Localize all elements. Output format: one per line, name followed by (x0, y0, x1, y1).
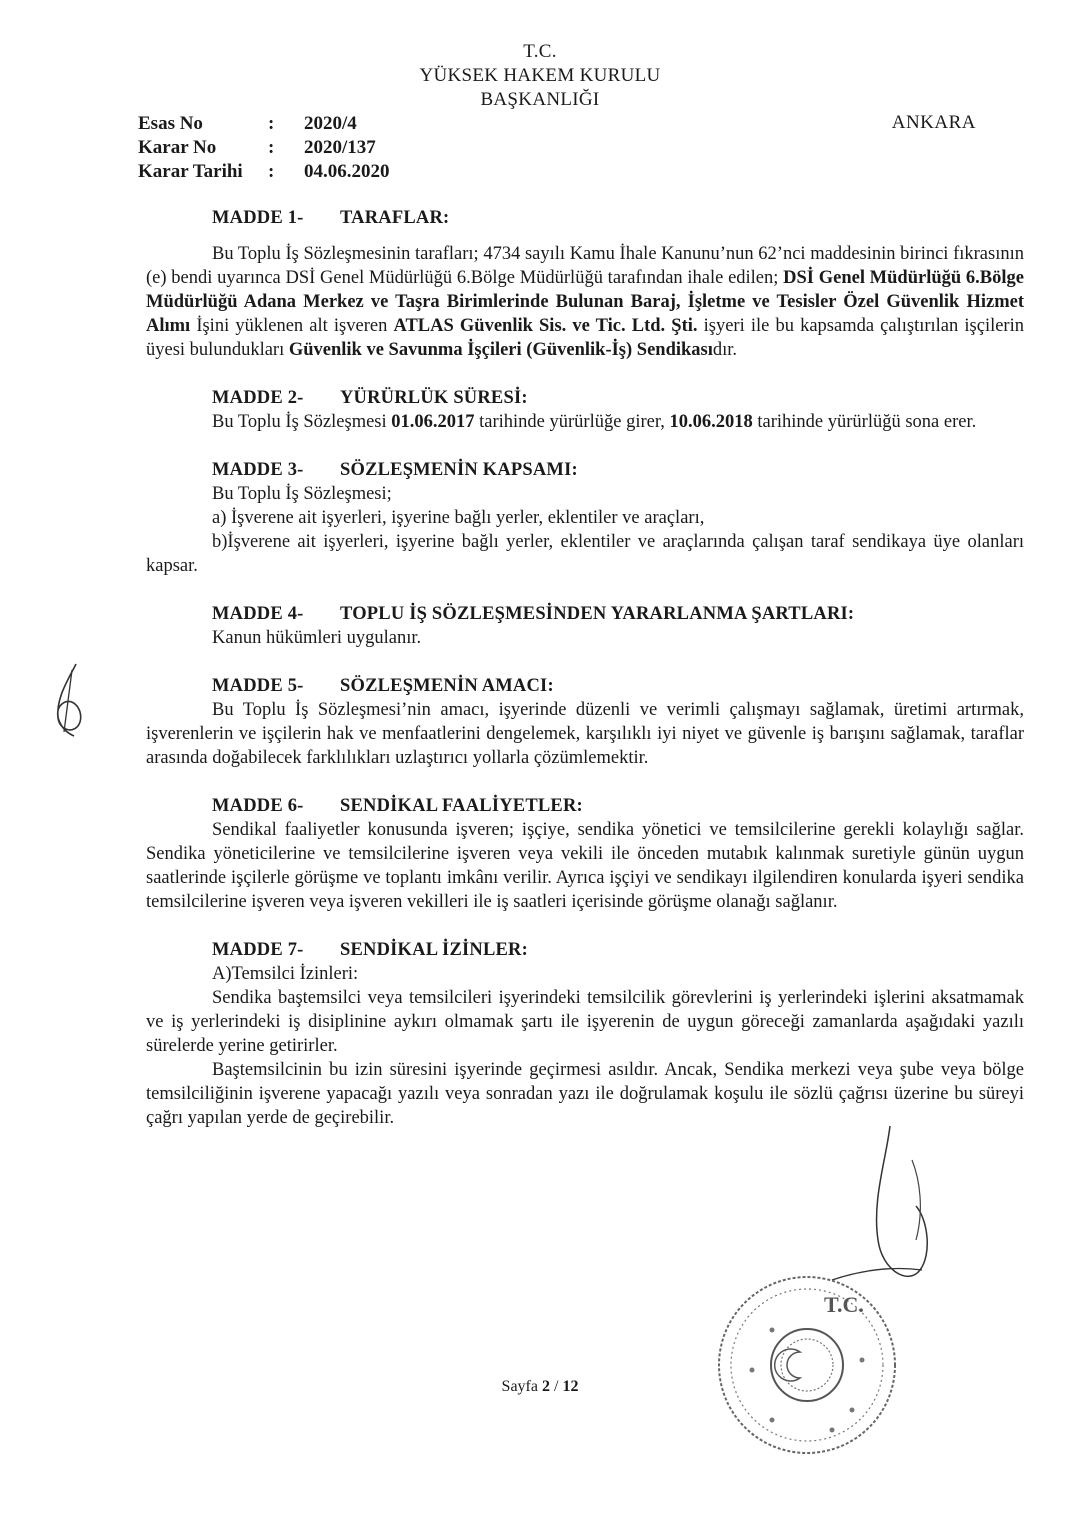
article-7-text-1: Sendika baştemsilci veya temsilcileri işyerindeki temsilcilik görevlerini iş yerlerindeki işlerini aksatmamak ve iş yerlerindeki iş disiplinine aykırı olmamak şartı ile işyerenin de uygun göreceği zamanlarda aşağıdaki yazılı sürelerde yerine getirirler. (146, 988, 1024, 1056)
article-1-text-part: dır. (712, 340, 738, 360)
esas-label: Esas No (138, 113, 203, 134)
article-1-number: MADDE 1- (212, 208, 304, 228)
tarih-row (138, 160, 390, 184)
article-4-title: TOPLU İŞ SÖZLEŞMESİNDEN YARARLANMA ŞARTLARI: (340, 604, 855, 624)
end-date: 10.06.2018 (669, 412, 753, 432)
page-separator: / (553, 1378, 559, 1395)
article-5-title: SÖZLEŞMENİN AMACI: (340, 676, 554, 696)
article-6-text: Sendikal faaliyetler konusunda işveren; işçiye, sendika yönetici ve temsilcilerine gerekli kolaylığı sağlar. Sendika yöneticilerine ve temsilcilerine işveren veya vekili ile önceden mutabık kalınmak suretiyle günün uygun saatlerinde işçilerle görüşme ve toplantı imkânı verilir. Ayrıca işçiyi ve sendikayı ilgilendiren konularda işyeri sendika temsilcilerine işveren veya işveren vekilleri ile iş saatleri içerisinde görüşme olanağı sağlanır. (146, 820, 1024, 912)
header-institution: YÜKSEK HAKEM KURULU (419, 65, 661, 86)
esas-sep: : (268, 113, 275, 134)
karar-value: 2020/137 (304, 137, 376, 158)
page-footer (0, 1378, 1080, 1396)
article-7-number: MADDE 7- (212, 940, 304, 960)
article-1-text-part: Bu Toplu İş Sözleşmesinin tarafları; 4734 sayılı Kamu İhale Kanunu’nun 62’nci maddesinin birinci fıkrasının (e) bendi uyarınca DSİ Genel Müdürlüğü 6.Bölge Müdürlüğü tarafından ihale edilen; (146, 244, 1024, 288)
employer-name: ATLAS Güvenlik Sis. ve Tic. Ltd. Şti. (393, 316, 698, 336)
article-5-number: MADDE 5- (212, 676, 304, 696)
article-3-line-1: Bu Toplu İş Sözleşmesi; (212, 484, 392, 504)
tarih-value: 04.06.2020 (304, 161, 390, 182)
page-number: 2 (541, 1378, 550, 1395)
margin-signature-icon (46, 660, 96, 740)
header-tc: T.C. (523, 41, 557, 62)
article-6-number: MADDE 6- (212, 796, 304, 816)
document-header (0, 40, 1080, 112)
article-2-heading (146, 386, 1024, 410)
article-5-text: Bu Toplu İş Sözleşmesi’nin amacı, işyerinde düzenli ve verimli çalışmayı sağlamak, üretimi artırmak, işverenlerin ve işçilerin hak ve menfaatlerini dengelemek, karşılıklı iyi niyet ve güvenle iş barışını sağlamak, taraflar arasında doğabilecek farklılıkları uzlaştırıcı yollarla çözümlemektir. (146, 700, 1024, 768)
page-total: 12 (562, 1378, 579, 1395)
article-3-number: MADDE 3- (212, 460, 304, 480)
article-2-title: YÜRÜRLÜK SÜRESİ: (340, 388, 528, 408)
union-name: Güvenlik ve Savunma İşçileri (Güvenlik-İş) Sendikası (288, 340, 713, 360)
article-3-line-2: a) İşverene ait işyerleri, işyerine bağlı yerler, eklentiler ve araçları, (212, 508, 705, 528)
article-7-subheading: A)Temsilci İzinleri: (212, 964, 359, 984)
header-presidency: BAŞKANLIĞI (480, 89, 600, 110)
karar-label: Karar No (138, 137, 217, 158)
article-7-heading (146, 938, 1024, 962)
article-1-text (146, 242, 1024, 362)
seal-text: T.C. (824, 1292, 864, 1317)
article-2-text-part: Bu Toplu İş Sözleşmesi (212, 412, 392, 432)
esas-value: 2020/4 (304, 113, 357, 134)
article-1-text-part: İşini yüklenen alt işveren (190, 316, 394, 336)
article-4-text: Kanun hükümleri uygulanır. (212, 628, 422, 648)
article-2-text (146, 410, 1024, 434)
article-3-title: SÖZLEŞMENİN KAPSAMI: (340, 460, 578, 480)
article-4-heading (146, 602, 1024, 626)
article-2-text-part: tarihinde yürürlüğe girer, (474, 412, 670, 432)
esas-row (138, 112, 390, 136)
document-body (146, 206, 1024, 1130)
page-label: Sayfa (501, 1378, 538, 1395)
article-6-heading (146, 794, 1024, 818)
article-3-heading (146, 458, 1024, 482)
article-3-line-3: b)İşverene ait işyerleri, işyerine bağlı yerler, eklentiler ve araçlarında çalışan taraf sendikaya üye olanları kapsar. (146, 532, 1024, 576)
article-1-title: TARAFLAR: (340, 208, 450, 228)
article-5-heading (146, 674, 1024, 698)
article-1-text-part: işyeri ile bu kapsamda çalıştırılan işçilerin üyesi bulundukları (146, 316, 1024, 360)
start-date: 01.06.2017 (391, 412, 475, 432)
article-7-text-2: Baştemsilcinin bu izin süresini işyerinde geçirmesi asıldır. Ancak, Sendika merkezi veya şube veya bölge temsilciliğinin işverene yapacağı yazılı veya sonradan yazı ile doğrulamak koşulu ile sözlü çağrısı üzerine bu süreyi çağrı yapılan yerde de geçirebilir. (146, 1060, 1024, 1128)
case-meta (138, 112, 390, 184)
official-seal-icon (712, 1270, 902, 1460)
contract-work-name: DSİ Genel Müdürlüğü 6.Bölge Müdürlüğü Adana Merkez ve Taşra Birimlerinde Bulunan Baraj, İşletme ve Tesisler Özel Güvenlik Hizmet Alımı (146, 268, 1024, 336)
tarih-label: Karar Tarihi (138, 161, 243, 182)
tarih-sep: : (268, 161, 275, 182)
article-4-number: MADDE 4- (212, 604, 304, 624)
article-6-title: SENDİKAL FAALİYETLER: (340, 796, 583, 816)
article-1-heading (146, 206, 1024, 230)
karar-sep: : (268, 137, 275, 158)
article-7-title: SENDİKAL İZİNLER: (340, 940, 528, 960)
article-2-text-part: tarihinde yürürlüğü sona erer. (752, 412, 977, 432)
article-2-number: MADDE 2- (212, 388, 304, 408)
city-label: ANKARA (891, 112, 976, 133)
karar-row (138, 136, 390, 160)
